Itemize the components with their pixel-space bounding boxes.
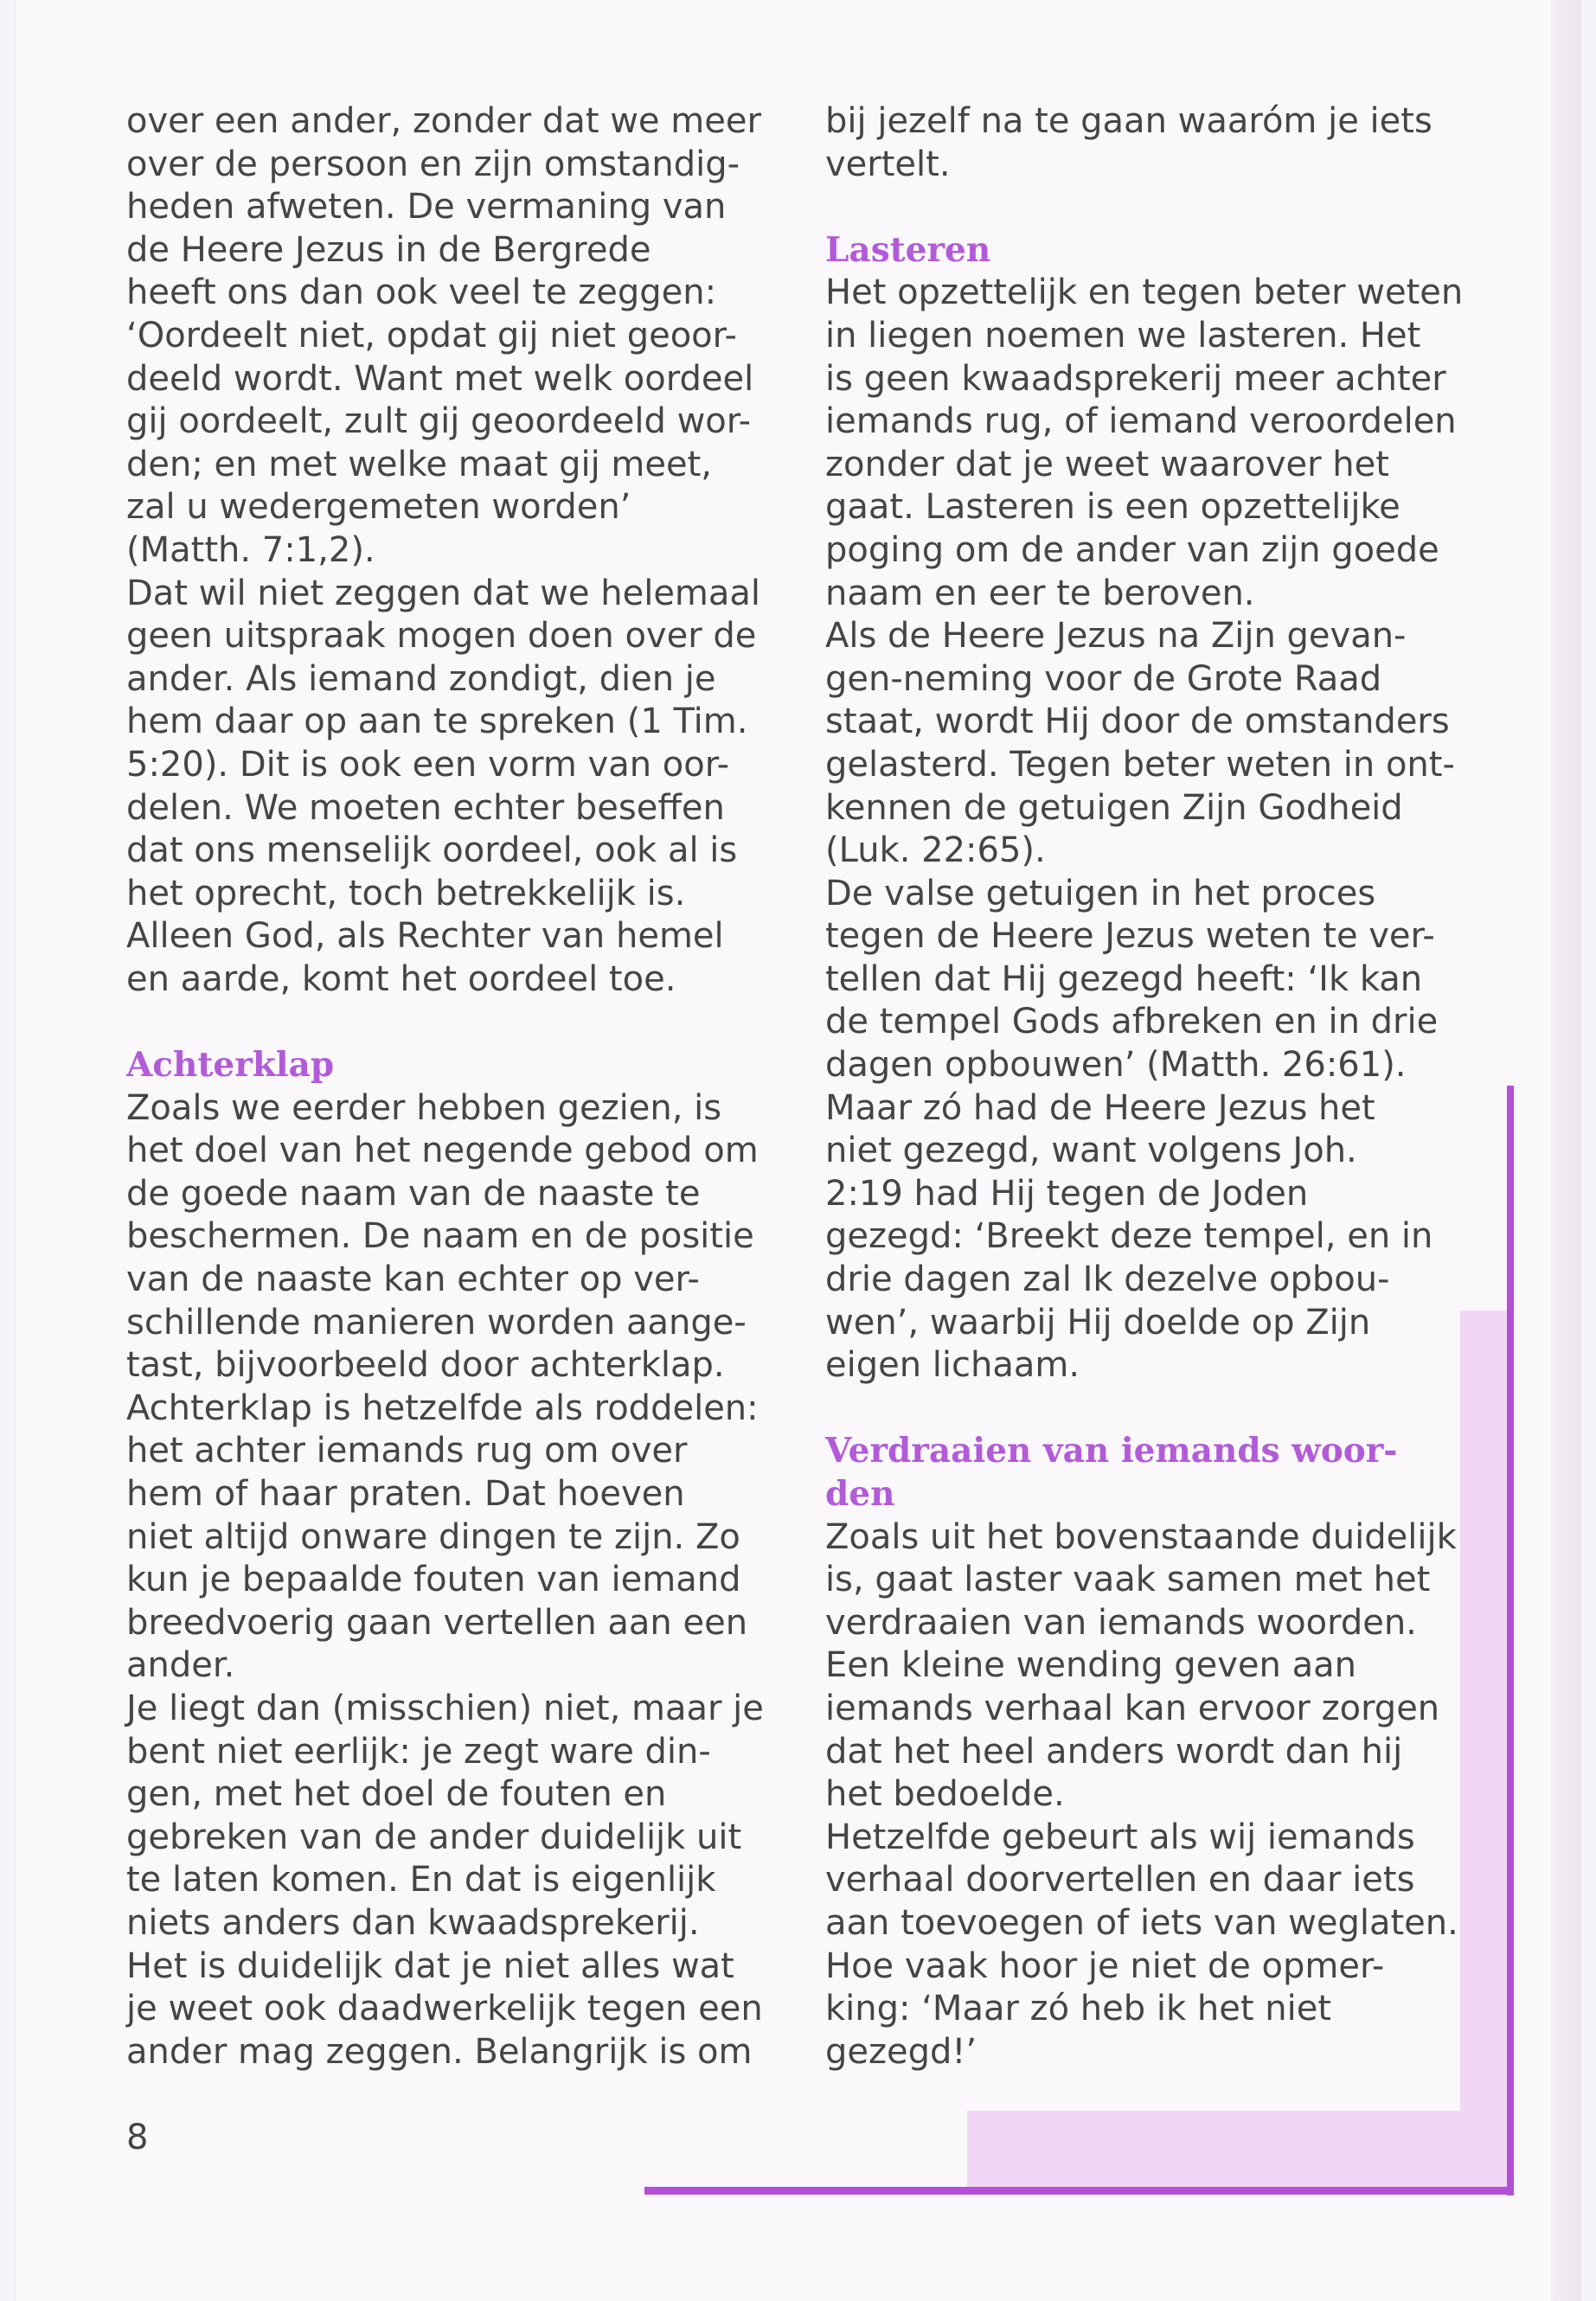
text-line: hem of haar praten. Dat hoeven bbox=[126, 1474, 685, 1514]
text-line: Dat wil niet zeggen dat we helemaal bbox=[126, 573, 761, 613]
text-line: tegen de Heere Jezus weten te ver- bbox=[825, 916, 1435, 957]
text-line: gen-neming voor de Grote Raad bbox=[825, 658, 1382, 699]
right-intro-paragraph bbox=[825, 100, 1465, 186]
text-line: Hoe vaak hoor je niet de opmer- bbox=[825, 1945, 1385, 1986]
text-line: naam en eer te beroven. bbox=[825, 573, 1255, 613]
text-line: iemands rug, of iemand veroordelen bbox=[825, 401, 1457, 442]
book-page bbox=[16, 0, 1580, 2301]
text-line: over de persoon en zijn omstandig- bbox=[126, 144, 740, 184]
text-line: gij oordeelt, zult gij geoordeeld wor- bbox=[126, 401, 752, 442]
text-line: Het opzettelijk en tegen beter weten bbox=[825, 272, 1464, 313]
text-line: Zoals we eerder hebben gezien, is bbox=[126, 1087, 722, 1128]
text-line: ander mag zeggen. Belangrijk is om bbox=[126, 2031, 753, 2072]
text-line: Zoals uit het bovenstaande duidelijk bbox=[825, 1516, 1457, 1557]
text-line: tast, bijvoorbeeld door achterklap. bbox=[126, 1345, 725, 1386]
text-line: van de naaste kan echter op ver- bbox=[126, 1259, 700, 1300]
text-line: kun je bepaalde fouten van iemand bbox=[126, 1560, 741, 1600]
text-line: bent niet eerlijk: je zegt ware din- bbox=[126, 1731, 711, 1772]
text-line: Je liegt dan (misschien) niet, maar je bbox=[126, 1688, 764, 1728]
text-line: Hetzelfde gebeurt als wij iemands bbox=[825, 1817, 1415, 1857]
text-line: dat het heel anders wordt dan hij bbox=[825, 1731, 1403, 1772]
text-line: heeft ons dan ook veel te zeggen: bbox=[126, 272, 717, 313]
text-line: Maar zó had de Heere Jezus het bbox=[825, 1087, 1375, 1128]
text-line: verdraaien van iemands woorden. bbox=[825, 1602, 1417, 1643]
text-line: verhaal doorvertellen en daar iets bbox=[825, 1860, 1415, 1900]
text-line: dagen opbouwen’ (Matth. 26:61). bbox=[825, 1045, 1407, 1086]
text-line: gebreken van de ander duidelijk uit bbox=[126, 1817, 742, 1857]
text-line: je weet ook daadwerkelijk tegen een bbox=[126, 1989, 763, 2029]
text-line: ander. Als iemand zondigt, dien je bbox=[126, 658, 716, 699]
text-line: Achterklap is hetzelfde als roddelen: bbox=[126, 1388, 759, 1428]
text-line: deeld wordt. Want met welk oordeel bbox=[126, 358, 754, 399]
text-line: bij jezelf na te gaan waaróm je iets bbox=[825, 101, 1433, 141]
text-line: ander. bbox=[126, 1645, 235, 1686]
text-line: het oprecht, toch betrekkelijk is. bbox=[126, 873, 686, 913]
left-column bbox=[126, 100, 766, 2073]
text-line: geen uitspraak mogen doen over de bbox=[126, 616, 757, 657]
text-line: delen. We moeten echter beseffen bbox=[126, 787, 725, 828]
text-line: poging om de ander van zijn goede bbox=[825, 529, 1439, 570]
text-line: gelasterd. Tegen beter weten in ont- bbox=[825, 744, 1455, 785]
text-line: Het is duidelijk dat je niet alles wat bbox=[126, 1945, 734, 1986]
text-line: dat ons menselijk oordeel, ook al is bbox=[126, 830, 738, 871]
decorative-tint-panel bbox=[1460, 1311, 1507, 2187]
text-line: breedvoerig gaan vertellen aan een bbox=[126, 1602, 748, 1643]
text-line: schillende manieren worden aange- bbox=[126, 1302, 747, 1343]
text-line: niets anders dan kwaadsprekerij. bbox=[126, 1902, 700, 1943]
text-line: het achter iemands rug om over bbox=[126, 1431, 688, 1471]
text-line: den bbox=[825, 1474, 895, 1514]
text-line: zonder dat je weet waarover het bbox=[825, 444, 1389, 484]
heading-achterklap: Achterklap bbox=[126, 1045, 335, 1086]
text-line: te laten komen. En dat is eigenlijk bbox=[126, 1860, 716, 1900]
decorative-horizontal-bar bbox=[644, 2187, 1514, 2195]
text-line: het doel van het negende gebod om bbox=[126, 1131, 759, 1171]
text-line: (Matth. 7:1,2). bbox=[126, 529, 375, 570]
text-line: kennen de getuigen Zijn Godheid bbox=[825, 787, 1403, 828]
text-line: de tempel Gods afbreken en in drie bbox=[825, 1002, 1439, 1042]
text-line: gezegd!’ bbox=[825, 2031, 977, 2072]
heading-verdraaien bbox=[825, 1430, 1465, 1516]
lasteren-body bbox=[825, 272, 1465, 1387]
text-line: hem daar op aan te spreken (1 Tim. bbox=[126, 702, 748, 742]
decorative-vertical-bar bbox=[1507, 1086, 1514, 2195]
text-line: ‘Oordeelt niet, opdat gij niet geoor- bbox=[126, 315, 737, 356]
text-line: heden afweten. De vermaning van bbox=[126, 187, 727, 228]
text-line: het bedoelde. bbox=[825, 1774, 1065, 1815]
text-line: is geen kwaadsprekerij meer achter bbox=[825, 358, 1446, 399]
text-line: Als de Heere Jezus na Zijn gevan- bbox=[825, 616, 1407, 657]
heading-lasteren: Lasteren bbox=[825, 229, 991, 270]
page-edge bbox=[1551, 0, 1580, 2301]
text-line: de Heere Jezus in de Bergrede bbox=[126, 229, 651, 270]
text-line: en aarde, komt het oordeel toe. bbox=[126, 958, 676, 999]
text-line: Alleen God, als Rechter van hemel bbox=[126, 916, 724, 957]
text-line: in liegen noemen we lasteren. Het bbox=[825, 315, 1421, 356]
text-line: niet gezegd, want volgens Joh. bbox=[825, 1131, 1357, 1171]
text-line: staat, wordt Hij door de omstanders bbox=[825, 702, 1450, 742]
text-line: drie dagen zal Ik dezelve opbou- bbox=[825, 1259, 1390, 1300]
text-line: eigen lichaam. bbox=[825, 1345, 1080, 1386]
left-intro-paragraphs bbox=[126, 100, 766, 1001]
text-line: zal u wedergemeten worden’ bbox=[126, 487, 631, 528]
text-line: gezegd: ‘Breekt deze tempel, en in bbox=[825, 1216, 1433, 1257]
decorative-tint-strip bbox=[967, 2111, 1460, 2187]
text-line: Een kleine wending geven aan bbox=[825, 1645, 1356, 1686]
text-line: king: ‘Maar zó heb ik het niet bbox=[825, 1989, 1331, 2029]
text-line: Verdraaien van iemands woor- bbox=[825, 1431, 1398, 1471]
achterklap-body bbox=[126, 1087, 766, 2074]
page-number: 8 bbox=[126, 2118, 149, 2157]
text-line: 2:19 had Hij tegen de Joden bbox=[825, 1173, 1309, 1214]
text-line: (Luk. 22:65). bbox=[825, 830, 1046, 871]
text-line: wen’, waarbij Hij doelde op Zijn bbox=[825, 1302, 1371, 1343]
text-line: aan toevoegen of iets van weglaten. bbox=[825, 1902, 1458, 1943]
text-line: De valse getuigen in het proces bbox=[825, 873, 1376, 913]
text-line: beschermen. De naam en de positie bbox=[126, 1216, 754, 1257]
text-line: tellen dat Hij gezegd heeft: ‘Ik kan bbox=[825, 958, 1423, 999]
text-line: iemands verhaal kan ervoor zorgen bbox=[825, 1688, 1440, 1728]
verdraaien-body bbox=[825, 1516, 1465, 2074]
text-line: is, gaat laster vaak samen met het bbox=[825, 1560, 1431, 1600]
text-line: vertelt. bbox=[825, 144, 951, 184]
text-line: den; en met welke maat gij meet, bbox=[126, 444, 712, 484]
text-line: 5:20). Dit is ook een vorm van oor- bbox=[126, 744, 730, 785]
text-line: niet altijd onware dingen te zijn. Zo bbox=[126, 1516, 740, 1557]
text-line: de goede naam van de naaste te bbox=[126, 1173, 701, 1214]
text-line: gen, met het doel de fouten en bbox=[126, 1774, 667, 1815]
text-line: over een ander, zonder dat we meer bbox=[126, 101, 761, 141]
text-line: gaat. Lasteren is een opzettelijke bbox=[825, 487, 1401, 528]
right-column bbox=[825, 100, 1465, 2073]
